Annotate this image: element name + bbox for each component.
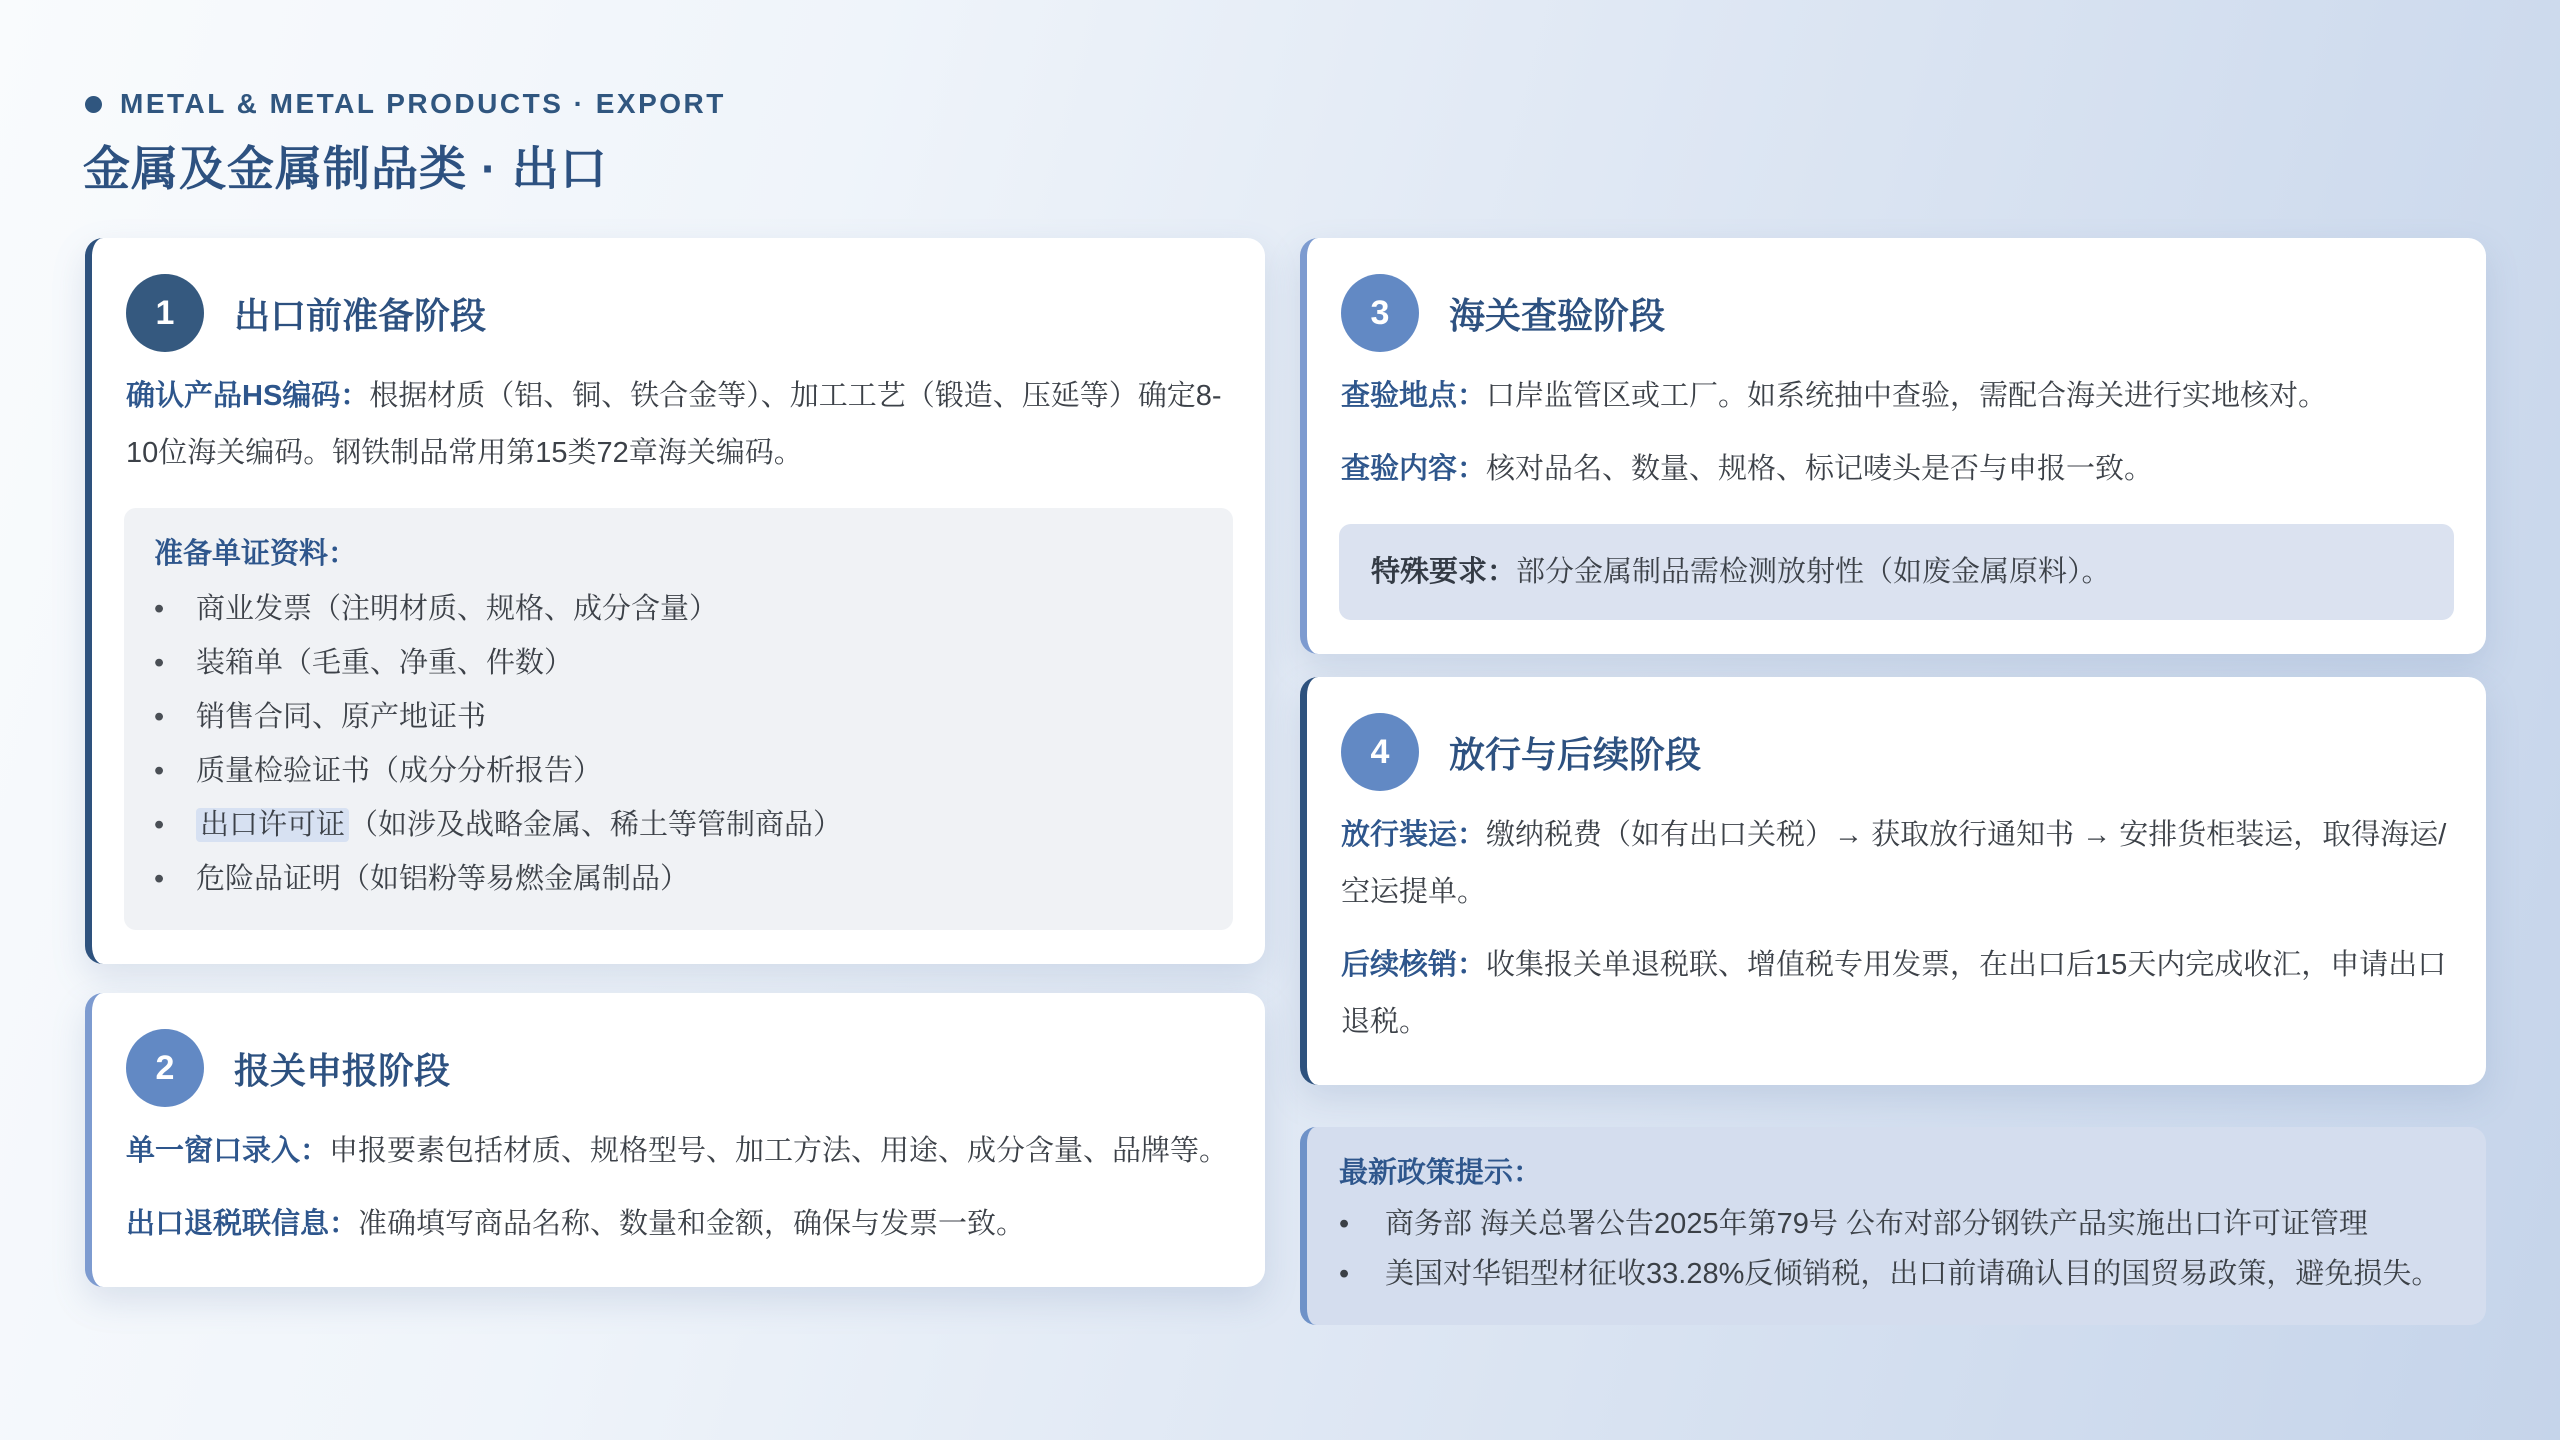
step-number-badge: 3 xyxy=(1341,274,1419,352)
card-declaration-stage xyxy=(85,993,1265,1287)
doc-item-text: 销售合同、原产地证书 xyxy=(196,701,487,733)
inspection-content-text: 核对品名、数量、规格、标记唛头是否与申报一致。 xyxy=(1486,453,2154,485)
special-requirement-label: 特殊要求： xyxy=(1371,556,1517,588)
card-release-stage xyxy=(1300,677,2486,1085)
export-license-highlight: 出口许可证 xyxy=(196,808,349,842)
tax-rebate-paragraph xyxy=(126,1196,1231,1253)
inspection-place-label: 查验地点： xyxy=(1341,380,1487,412)
documents-heading: 准备单证资料： xyxy=(154,538,358,570)
list-item xyxy=(154,852,1203,906)
list-item xyxy=(154,744,1203,798)
card-inspection-stage xyxy=(1300,238,2486,654)
card4-header xyxy=(1341,713,2454,791)
single-window-text: 申报要素包括材质、规格型号、加工方法、用途、成分含量、品牌等。 xyxy=(329,1135,1229,1167)
list-item xyxy=(154,582,1203,636)
inspection-place-text: 口岸监管区或工厂。如系统抽中查验，需配合海关进行实地核对。 xyxy=(1486,380,2328,412)
left-column xyxy=(85,238,1265,1287)
bullet-icon xyxy=(154,744,196,798)
release-shipping-label: 放行装运： xyxy=(1341,819,1487,851)
doc-item-text-rest: （如涉及战略金属、稀土等管制商品） xyxy=(349,809,843,841)
policy-tip-box xyxy=(1300,1127,2486,1325)
step-number-badge: 2 xyxy=(126,1029,204,1107)
list-item xyxy=(1339,1249,2448,1299)
right-column xyxy=(1300,238,2486,1325)
hs-code-label: 确认产品HS编码： xyxy=(126,380,370,412)
tax-rebate-label: 出口退税联信息： xyxy=(126,1208,359,1240)
eyebrow-label: METAL & METAL PRODUCTS · EXPORT xyxy=(120,88,726,119)
inspection-content-label: 查验内容： xyxy=(1341,453,1487,485)
bullet-icon xyxy=(154,636,196,690)
bullet-icon xyxy=(154,582,196,636)
page-title: 金属及金属制品类 · 出口 xyxy=(83,142,608,195)
card2-title: 报关申报阶段 xyxy=(234,1049,451,1091)
policy-heading: 最新政策提示： xyxy=(1339,1157,1543,1189)
card3-title: 海关查验阶段 xyxy=(1449,294,1666,336)
bullet-dot-icon xyxy=(85,96,102,113)
card2-header xyxy=(126,1029,1233,1107)
special-requirement-box xyxy=(1339,524,2454,620)
list-item xyxy=(1339,1199,2448,1249)
hs-code-paragraph xyxy=(126,368,1231,482)
bullet-icon xyxy=(154,852,196,906)
card3-header xyxy=(1341,274,2454,352)
step-number-badge: 1 xyxy=(126,274,204,352)
doc-item-text: 商业发票（注明材质、规格、成分含量） xyxy=(196,593,719,625)
card1-title: 出口前准备阶段 xyxy=(234,294,487,336)
hs-code-text: 根据材质（铝、铜、铁合金等）、加工工艺（锻造、压延等）确定8-10位海关编码。钢铁制品常用第15类72章海关编码。 xyxy=(126,380,1222,469)
doc-item-text: 危险品证明（如铝粉等易燃金属制品） xyxy=(196,863,690,895)
inspection-content-paragraph xyxy=(1341,441,2452,498)
card1-header xyxy=(126,274,1233,352)
special-requirement-text: 部分金属制品需检测放射性（如废金属原料）。 xyxy=(1516,556,2111,588)
bullet-icon xyxy=(1339,1249,1385,1299)
documents-box xyxy=(124,508,1233,930)
release-shipping-text: 缴纳税费（如有出口关税）→ 获取放行通知书 → 安排货柜装运，取得海运/空运提单。 xyxy=(1341,819,2447,908)
single-window-label: 单一窗口录入： xyxy=(126,1135,330,1167)
bullet-icon xyxy=(154,798,196,852)
doc-item-text xyxy=(196,798,842,852)
release-shipping-paragraph xyxy=(1341,807,2452,921)
card4-title: 放行与后续阶段 xyxy=(1449,733,1702,775)
card-preparation-stage xyxy=(85,238,1265,964)
inspection-place-paragraph xyxy=(1341,368,2452,425)
followup-verification-paragraph xyxy=(1341,937,2452,1051)
list-item xyxy=(154,690,1203,744)
doc-item-text: 装箱单（毛重、净重、件数） xyxy=(196,647,574,679)
bullet-icon xyxy=(154,690,196,744)
step-number-badge: 4 xyxy=(1341,713,1419,791)
policy-item-text: 商务部 海关总署公告2025年第79号 公布对部分钢铁产品实施出口许可证管理 xyxy=(1385,1208,2368,1240)
doc-item-text: 质量检验证书（成分分析报告） xyxy=(196,755,603,787)
eyebrow xyxy=(85,88,726,120)
followup-verification-label: 后续核销： xyxy=(1341,949,1487,981)
list-item xyxy=(154,798,1203,852)
list-item xyxy=(154,636,1203,690)
single-window-paragraph xyxy=(126,1123,1231,1180)
followup-verification-text: 收集报关单退税联、增值税专用发票，在出口后15天内完成收汇，申请出口退税。 xyxy=(1341,949,2447,1038)
tax-rebate-text: 准确填写商品名称、数量和金额，确保与发票一致。 xyxy=(358,1208,1026,1240)
policy-item-text: 美国对华铝型材征收33.28%反倾销税，出口前请确认目的国贸易政策，避免损失。 xyxy=(1385,1258,2441,1290)
bullet-icon xyxy=(1339,1199,1385,1249)
